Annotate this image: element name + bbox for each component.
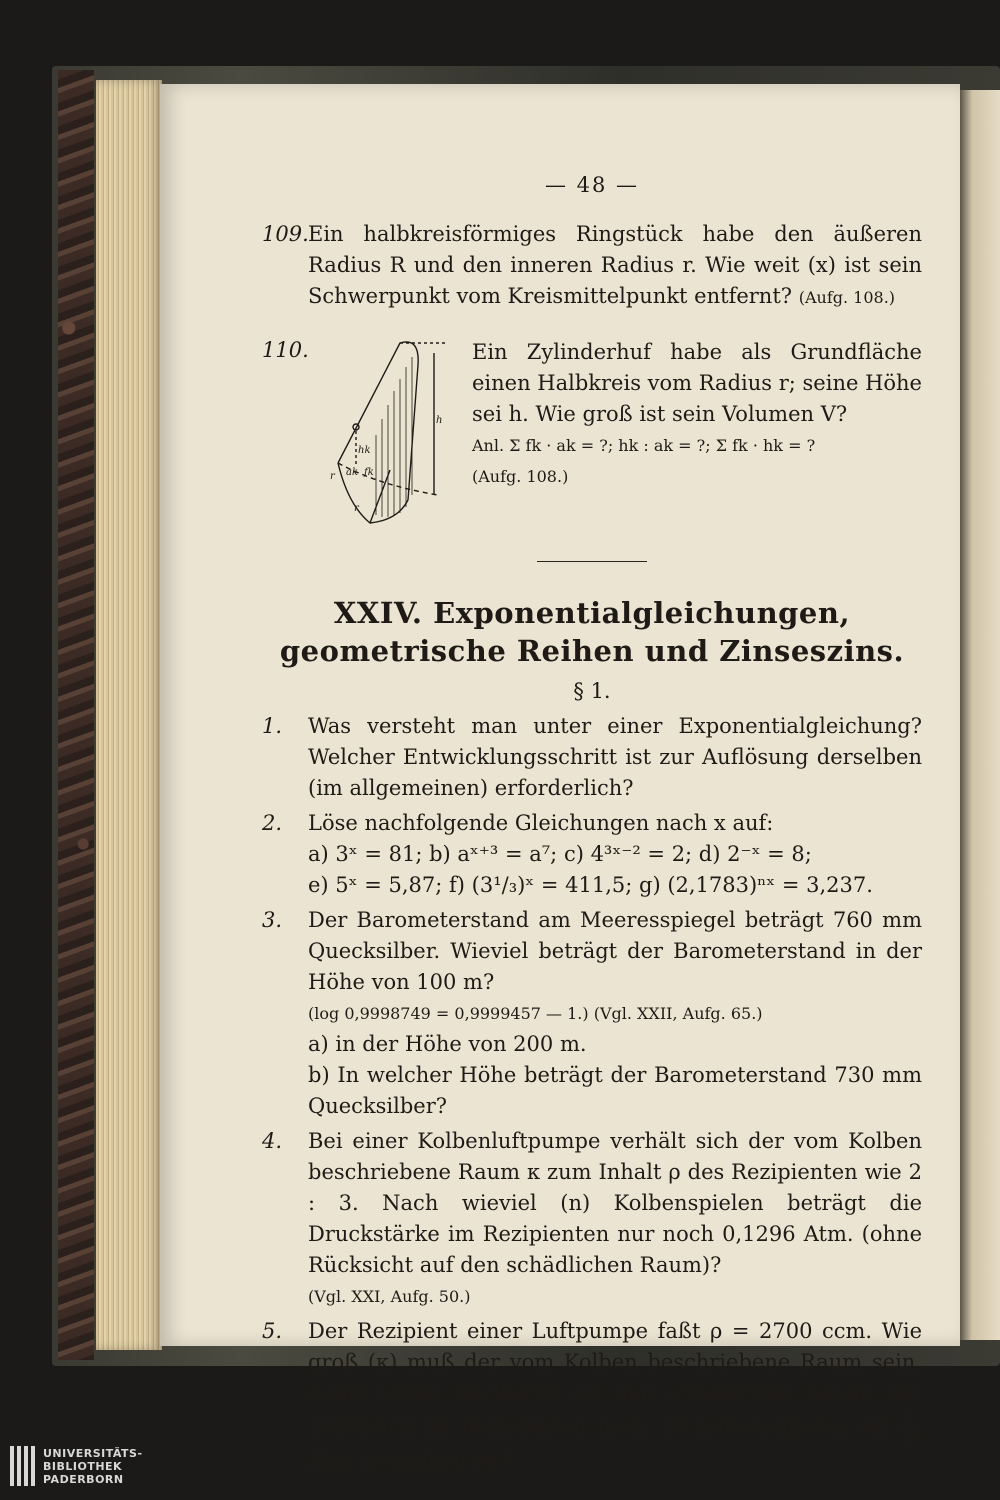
problem-reference: (Aufg. 108.) [472, 467, 569, 486]
problem-text: Ein halbkreisförmiges Ringstück habe den äußeren Radius R und den inneren Radius r. Wie weit (x) ist sein Schwerpunkt vom Kreismittelpunkt entfernt? [308, 222, 922, 308]
cylinder-hoof-figure [308, 335, 458, 525]
problem-tail: Atm. gesunken ist? [308, 1449, 511, 1473]
figure-label-hk: hk [358, 445, 371, 456]
problem-reference: (Aufg. 108.) [798, 288, 896, 307]
figure-label-h: h [436, 415, 443, 426]
library-logo-icon [10, 1446, 35, 1486]
problem-5 [262, 1316, 922, 1477]
problem-number: 2. [262, 811, 283, 835]
problem-text: Löse nachfolgende Gleichungen nach x auf: [308, 811, 774, 835]
problem-1 [262, 711, 922, 804]
page-content [262, 170, 922, 1481]
fraction-denominator: 10 [900, 1427, 922, 1447]
marbled-edge [58, 70, 94, 1360]
figure-label-r: r [330, 471, 335, 482]
page-number: — 48 — [544, 173, 640, 197]
problem-number: 4. [262, 1129, 283, 1153]
library-logo [10, 1444, 143, 1488]
equations-line-1: a) 3ˣ = 81; b) aˣ⁺³ = a⁷; c) 4³ˣ⁻² = 2; d) 2⁻ˣ = 8; [308, 842, 812, 866]
problem-109 [262, 219, 922, 313]
section-marker: § 1. [573, 679, 611, 703]
problem-2 [262, 808, 922, 901]
figure-label-fk: fk [364, 467, 374, 478]
problem-text: Der Barometerstand am Meeresspiegel beträgt 760 mm Quecksilber. Wieviel beträgt der Barometerstand in der Höhe von 100 m? [308, 908, 922, 994]
problem-number: 109. [262, 222, 309, 246]
problem-text: Bei einer Kolbenluftpumpe verhält sich der vom Kolben beschriebene Raum κ zum Inhalt ρ des Rezipienten wie 2 : 3. Nach wieviel (n) Kolbenspielen beträgt die Druckstärke im Rezipienten nur noch 0,1296 Atm. (ohne Rücksicht auf den schädlichen Raum)? [308, 1129, 922, 1277]
fraction-numerator: 1 [905, 1408, 917, 1428]
subproblem-a: a) in der Höhe von 200 m. [308, 1032, 587, 1056]
fraction [900, 1409, 922, 1446]
figure-label-r-bottom: r [354, 503, 359, 514]
problem-110: 110. h hk r ak fk r Ein Zylinderhuf habe als Grundfläche einen Halbkreis vom Radius r; seine Höhe sei h. Wie groß ist sein Volumen V? Anl. Σ fk · ak = ?; hk : ak = ?; Σ fk · hk = ? (Aufg. 108.) [262, 335, 922, 525]
problem-3 [262, 905, 922, 1122]
problem-text: Der Rezipient einer Luftpumpe faßt ρ = 2700 ccm. Wie groß (κ) muß der vom Kolben beschriebene Raum sein, damit (ohne Rücksicht auf den schädlichen Raum) der Luftdruck im Rezipienten nach 10 Kolbenspielen auf [308, 1319, 922, 1438]
problem-number: 5. [262, 1319, 283, 1343]
problem-reference: (Vgl. XXI, Aufg. 50.) [308, 1287, 471, 1306]
problem-text: Ein Zylinderhuf habe als Grundfläche einen Halbkreis vom Radius r; seine Höhe sei h. Wie groß ist sein Volumen V? [472, 340, 922, 426]
section-divider [537, 561, 647, 562]
problem-note: (log 0,9998749 = 0,9999457 — 1.) (Vgl. XXII, Aufg. 65.) [308, 1004, 763, 1023]
problem-110-text [472, 335, 922, 525]
subproblem-b: b) In welcher Höhe beträgt der Barometerstand 730 mm Quecksilber? [308, 1063, 922, 1118]
problem-number: 1. [262, 714, 283, 738]
equations-line-2: e) 5ˣ = 5,87; f) (3¹/₃)ˣ = 411,5; g) (2,1783)ⁿˣ = 3,237. [308, 873, 873, 897]
page-edges [96, 80, 162, 1350]
problem-text: Was versteht man unter einer Exponentialgleichung? Welcher Entwicklungsschritt ist zur Auflösung derselben (im allgemeinen) erforderlich? [308, 714, 922, 800]
problem-number: 3. [262, 908, 283, 932]
chapter-title: Exponentialgleichungen, geometrische Reihen und Zinseszins. [279, 596, 905, 668]
facing-page-edge [960, 90, 1000, 1340]
problem-hint: Anl. Σ fk · ak = ?; hk : ak = ?; Σ fk · hk = ? [472, 436, 816, 455]
chapter-number: XXIV. [333, 596, 423, 630]
problem-4 [262, 1126, 922, 1312]
figure-label-ak: ak [346, 467, 359, 478]
chapter-heading [262, 594, 922, 670]
library-logo-text: UNIVERSITÄTS- BIBLIOTHEK PADERBORN [43, 1446, 143, 1486]
